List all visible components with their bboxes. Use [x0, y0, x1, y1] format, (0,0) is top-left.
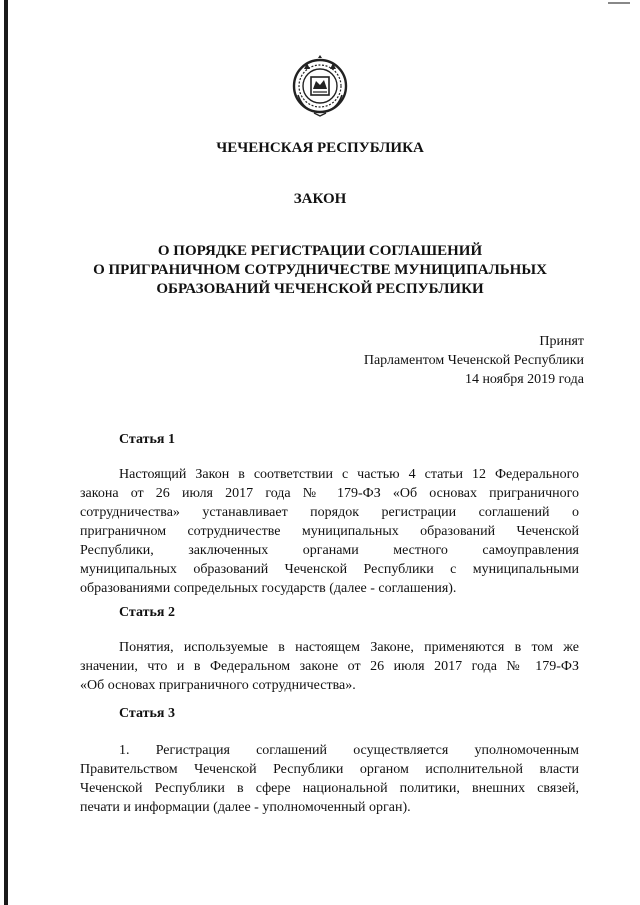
- republic-heading: ЧЕЧЕНСКАЯ РЕСПУБЛИКА: [216, 140, 424, 156]
- paragraph-line: значении, что и в Федеральном законе от 26 июля 2017 года № 179-ФЗ: [80, 659, 579, 674]
- title-line: ОБРАЗОВАНИЙ ЧЕЧЕНСКОЙ РЕСПУБЛИКИ: [156, 281, 484, 297]
- paragraph-line: Настоящий Закон в соответствии с частью 4 статьи 12 Федерального: [119, 467, 579, 482]
- title-line: О ПОРЯДКЕ РЕГИСТРАЦИИ СОГЛАШЕНИЙ: [157, 243, 483, 259]
- paragraph-line: Республики, заключенных органами местного самоуправления: [80, 543, 579, 558]
- article-3-heading: Статья 3: [119, 706, 175, 721]
- paragraph-line: 1. Регистрация соглашений осуществляется уполномоченным: [119, 743, 579, 758]
- paragraph-line: муниципальных образований Чеченской Республики с муниципальными: [80, 562, 579, 577]
- paragraph-line: приграничном сотрудничестве муниципальных образований Чеченской: [80, 524, 579, 539]
- adoption-line: Принят: [539, 334, 584, 349]
- article-1-heading: Статья 1: [119, 432, 175, 447]
- paragraph-line: сотрудничества» устанавливает порядок регистрации соглашений о: [80, 505, 579, 520]
- title-line: О ПРИГРАНИЧНОМ СОТРУДНИЧЕСТВЕ МУНИЦИПАЛЬНЫХ: [93, 262, 547, 278]
- adoption-line: Парламентом Чеченской Республики: [363, 353, 584, 368]
- article-2-heading: Статья 2: [119, 605, 175, 620]
- scan-edge: [4, 0, 8, 905]
- paragraph-line: образованиями сопредельных государств (далее - соглашения).: [80, 581, 457, 596]
- coat-of-arms-emblem: [292, 55, 348, 117]
- adoption-block: [364, 332, 584, 389]
- article-2-paragraph: [80, 638, 579, 695]
- document-type-heading: ЗАКОН: [293, 191, 347, 207]
- paragraph-line: Чеченской Республики в сфере национальной политики, внешних связей,: [80, 781, 579, 796]
- paragraph-line: Понятия, используемые в настоящем Законе, применяются в том же: [119, 640, 579, 655]
- paragraph-line: печати и информации (далее - уполномоченный орган).: [80, 800, 411, 815]
- document-title: [0, 242, 640, 299]
- adoption-line: 14 ноября 2019 года: [464, 372, 584, 387]
- article-3-paragraph: [80, 741, 579, 817]
- paragraph-line: Правительством Чеченской Республики органом исполнительной власти: [80, 762, 579, 777]
- paragraph-line: «Об основах приграничного сотрудничества».: [80, 678, 356, 693]
- article-1-paragraph: [80, 465, 579, 598]
- paragraph-line: закона от 26 июля 2017 года № 179-ФЗ «Об основах приграничного: [80, 486, 579, 501]
- scan-mark: [608, 2, 630, 4]
